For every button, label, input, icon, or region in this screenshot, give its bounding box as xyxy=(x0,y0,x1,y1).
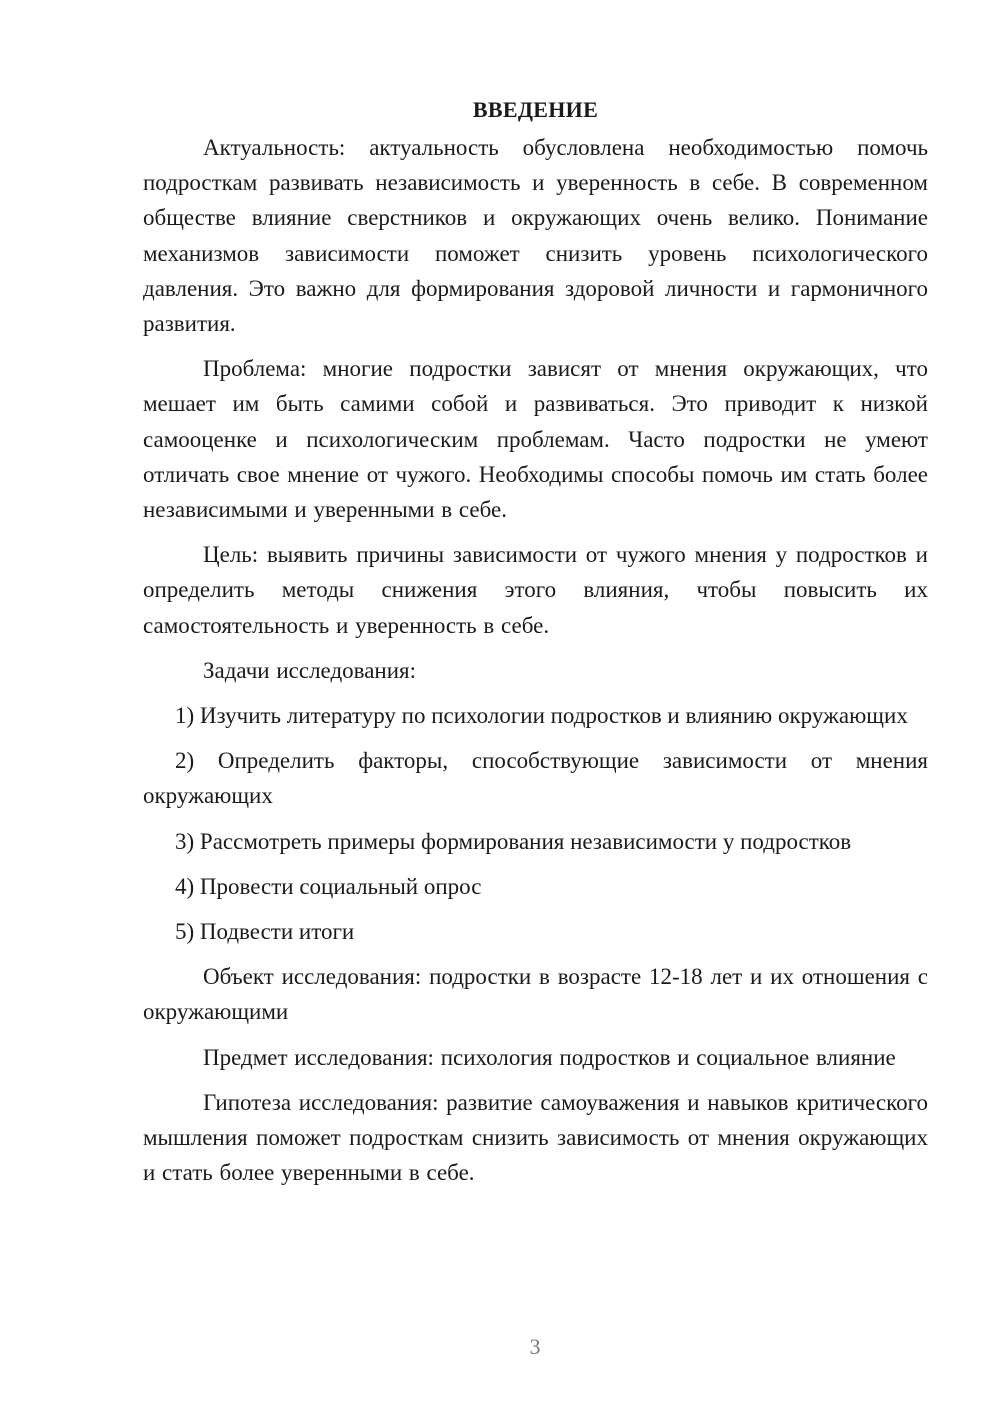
paragraph-goal: Цель: выявить причины зависимости от чужого мнения у подростков и определить методы снижения этого влияния, чтобы повысить их самостоятельность и уверенность в себе. xyxy=(143,542,928,638)
page-title: ВВЕДЕНИЕ xyxy=(472,97,599,122)
paragraph-relevance: Актуальность: актуальность обусловлена необходимостью помочь подросткам развивать независимость и уверенность в себе. В современном обществе влияние сверстников и окружающих очень велико. Понимание механизмов зависимости поможет снизить уровень психологического давления. Это важно для формирования здоровой личности и гармоничного развития. xyxy=(143,135,928,337)
task-item-5: 5) Подвести итоги xyxy=(175,919,355,945)
task-item-1: 1) Изучить литературу по психологии подростков и влиянию окружающих xyxy=(175,703,908,729)
paragraph-problem: Проблема: многие подростки зависят от мнения окружающих, что мешает им быть самими собой и развиваться. Это приводит к низкой самооценке и психологическим проблемам. Часто подростки не умеют отличать свое мнение от чужого. Необходимы способы помочь им стать более независимыми и уверенными в себе. xyxy=(143,356,928,523)
page-number: 3 xyxy=(529,1334,541,1359)
paragraph-subject: Предмет исследования: психология подростков и социальное влияние xyxy=(203,1044,896,1070)
task-item-4: 4) Провести социальный опрос xyxy=(175,873,482,899)
document-page xyxy=(143,92,928,1200)
task-item-2: 2) Определить факторы, способствующие зависимости от мнения окружающих xyxy=(143,748,928,809)
paragraph-tasks-heading: Задачи исследования: xyxy=(203,657,417,683)
paragraph-hypothesis: Гипотеза исследования: развитие самоуважения и навыков критического мышления поможет подросткам снизить зависимость от мнения окружающих и стать более уверенными в себе. xyxy=(143,1089,928,1186)
task-item-3: 3) Рассмотреть примеры формирования независимости у подростков xyxy=(175,828,852,854)
paragraph-object: Объект исследования: подростки в возрасте 12-18 лет и их отношения с окружающими xyxy=(143,964,928,1025)
